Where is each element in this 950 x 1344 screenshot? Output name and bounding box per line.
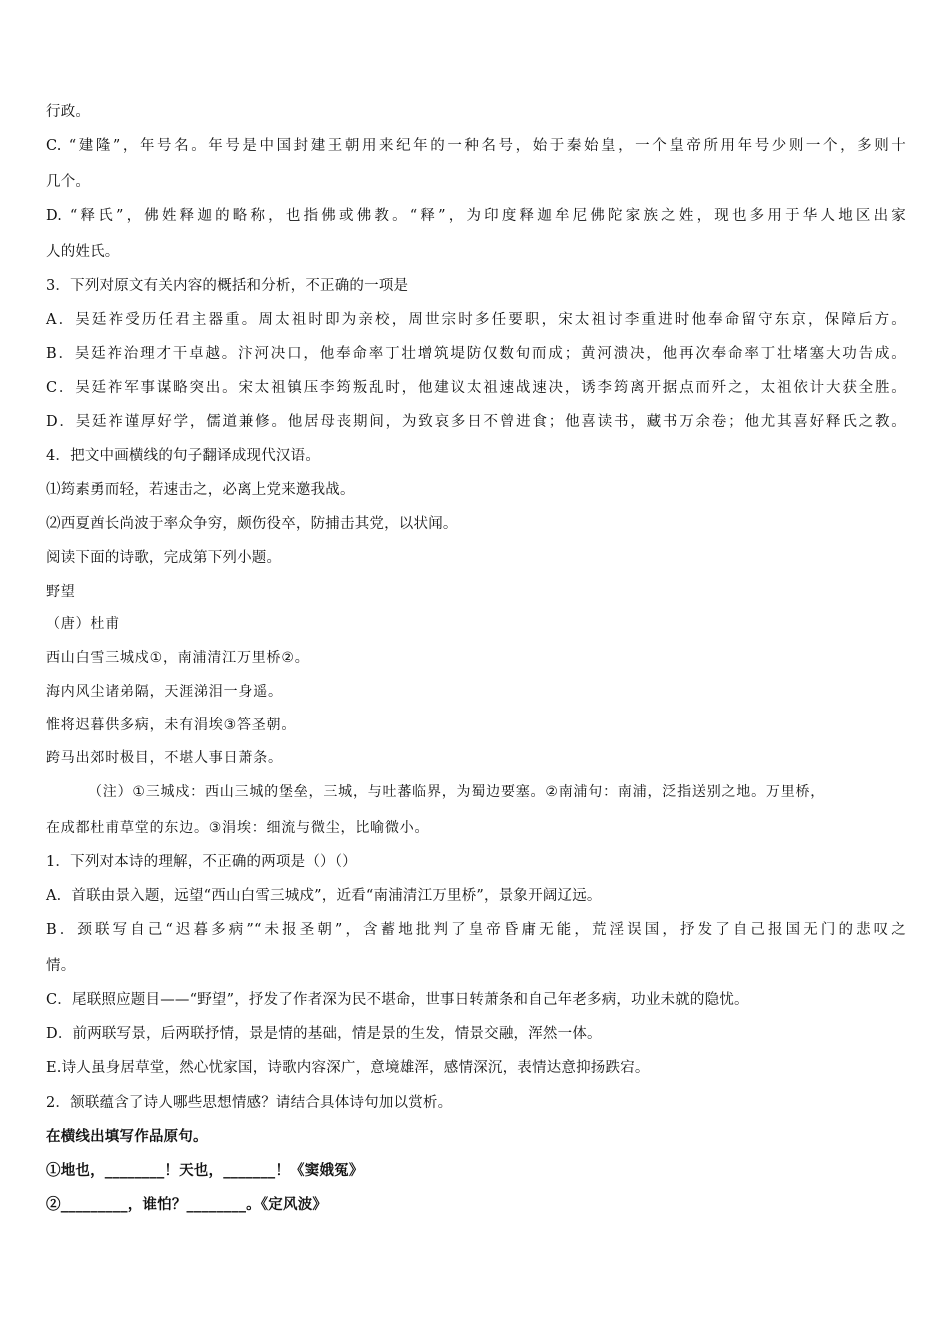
option-d-line-1: D. “释氏”，佛姓释迦的略称，也指佛或佛教。“释”，为印度释迦牟尼佛陀家族之姓，现也多用于华人地区出家 xyxy=(46,208,906,224)
option-c-line-1: C. “建隆”，年号名。年号是中国封建王朝用来纪年的一种名号，始于秦始皇，一个皇帝所用年号少则一个，多则十 xyxy=(46,138,906,154)
poem-line: 跨马出郊时极目，不堪人事日萧条。 xyxy=(46,750,283,766)
poem-line: 海内风尘诸弟隔，天涯涕泪一身遥。 xyxy=(46,684,283,700)
q4-sentence-1: ⑴筠素勇而轻，若速击之，必离上党来邀我战。 xyxy=(46,482,355,498)
q3-option-a: A．吴廷祚受历任君主器重。周太祖时即为亲校，周世宗时多任要职，宋太祖讨李重进时他奉命留守东京，保障后方。 xyxy=(46,312,906,328)
question-3: 3．下列对原文有关内容的概括和分析，不正确的一项是 xyxy=(46,278,409,294)
poem-note-line-2: 在成都杜甫草堂的东边。③涓埃：细流与微尘，比喻微小。 xyxy=(46,820,430,836)
pq1-option-b-line-1: B．颈联写自己“迟暮多病”“未报圣朝”，含蓄地批判了皇帝昏庸无能，荒淫误国，抒发了自己报国无门的悲叹之 xyxy=(46,922,906,938)
poem-question-1: 1．下列对本诗的理解，不正确的两项是（）（） xyxy=(46,854,357,870)
poem-instruction: 阅读下面的诗歌，完成第下列小题。 xyxy=(46,550,282,566)
poem-author: （唐）杜甫 xyxy=(46,616,120,632)
q3-option-c: C．吴廷祚军事谋略突出。宋太祖镇压李筠叛乱时，他建议太祖速战速决，诱李筠离开据点而歼之，太祖依计大获全胜。 xyxy=(46,380,906,396)
poem-line: 惟将迟暮供多病，未有涓埃③答圣朝。 xyxy=(46,717,297,733)
pq1-option-c: C．尾联照应题目——“野望”，抒发了作者深为民不堪命，世事日转萧条和自己年老多病，功业未就的隐忧。 xyxy=(46,992,749,1008)
poem-line: 西山白雪三城戍①，南浦清江万里桥②。 xyxy=(46,650,310,666)
fill-in-heading: 在横线出填写作品原句。 xyxy=(46,1128,208,1145)
poem-title: 野望 xyxy=(46,584,76,600)
poem-note-line-1: （注）①三城戍：西山三城的堡垒，三城，与吐蕃临界，为蜀边要塞。②南浦句：南浦，泛指送别之地。万里桥， xyxy=(88,784,826,800)
option-d-line-2: 人的姓氏。 xyxy=(46,244,120,260)
q3-option-b: B．吴廷祚治理才干卓越。汴河决口，他奉命率丁壮增筑堤防仅数旬而成；黄河溃决，他再次奉命率丁壮堵塞大功告成。 xyxy=(46,346,906,362)
option-c-line-2: 几个。 xyxy=(46,174,91,190)
poem-question-2: 2．颔联蕴含了诗人哪些思想情感？请结合具体诗句加以赏析。 xyxy=(46,1095,453,1111)
pq1-option-a: A．首联由景入题，远望“西山白雪三城戍”，近看“南浦清江万里桥”，景象开阔辽远。 xyxy=(46,888,602,904)
text-line: 行政。 xyxy=(46,104,91,120)
pq1-option-d: D．前两联写景，后两联抒情，景是情的基础，情是景的生发，情景交融，浑然一体。 xyxy=(46,1026,602,1042)
pq1-option-b-line-2: 情。 xyxy=(46,958,76,974)
fill-in-item-2: ②_________，谁怕？________。《定风波》 xyxy=(46,1196,328,1213)
q3-option-d: D．吴廷祚谨厚好学，儒道兼修。他居母丧期间，为致哀多日不曾进食；他喜读书，藏书万余卷；他尤其喜好释氏之教。 xyxy=(46,414,906,430)
question-4: 4．把文中画横线的句子翻译成现代汉语。 xyxy=(46,448,321,464)
fill-in-item-1: ①地也，________！天也，_______！《窦娥冤》 xyxy=(46,1162,364,1179)
q4-sentence-2: ⑵西夏酋长尚波于率众争穷，颇伤役卒，防捕击其党，以状闻。 xyxy=(46,516,458,532)
pq1-option-e: E.诗人虽身居草堂，然心忧家国，诗歌内容深广，意境雄浑，感情深沉，表情达意抑扬跌宕。 xyxy=(46,1060,650,1076)
